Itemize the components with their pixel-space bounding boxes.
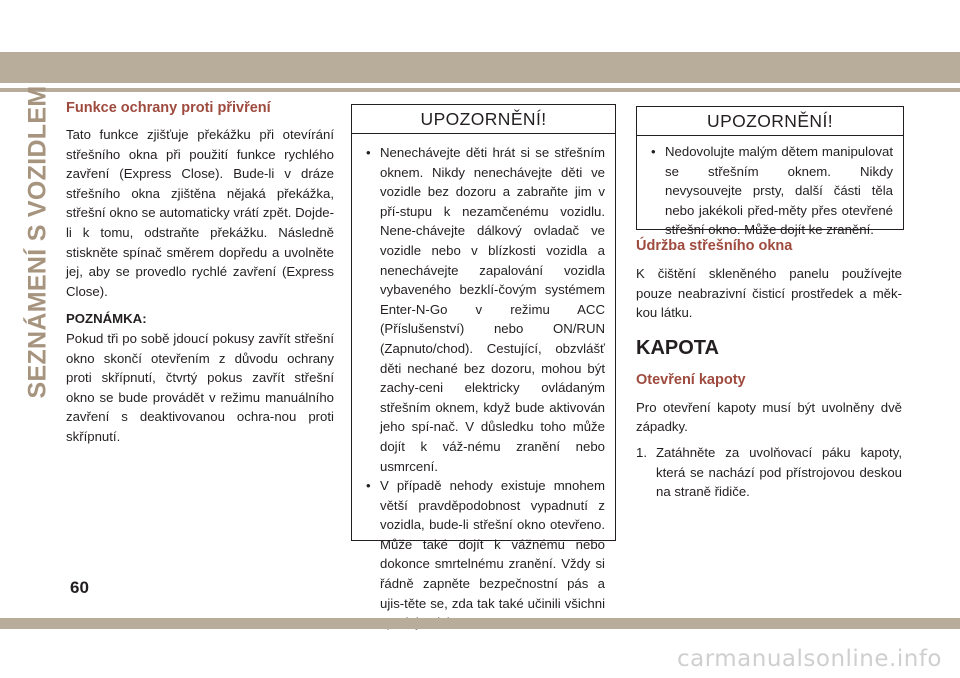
warning-item-text: Nedovolujte malým dětem manipulovat se střešním oknem. Nikdy nevysouvejte prsty, další části těla nebo jakékoli před-měty přes otevřené střešní okno. Může dojít ke zranění. xyxy=(665,144,893,238)
maintenance-heading: Údržba střešního okna xyxy=(636,238,793,254)
warning-box-children xyxy=(351,104,616,611)
note-label: POZNÁMKA: xyxy=(66,311,147,327)
hood-opening-paragraph: Pro otevření kapoty musí být uvolněny dvě západky. xyxy=(636,399,902,435)
warning-box-fingers xyxy=(636,106,904,238)
step-text: Zatáhněte za uvolňovací páku kapoty, která se nachází pod přístrojovou deskou na straně řidiče. xyxy=(656,444,902,500)
bullet-icon: • xyxy=(366,478,371,494)
bullet-icon: • xyxy=(366,145,371,160)
section-side-tab xyxy=(20,85,56,399)
warning-item xyxy=(366,476,605,633)
top-decorative-line xyxy=(0,88,960,92)
step-number: 1. xyxy=(636,444,647,460)
page-number: 60 xyxy=(70,578,89,597)
steps-list xyxy=(636,443,902,502)
warning-item-text: Nenechávejte děti hrát si se střešním oknem. Nikdy nenechávejte děti ve vozidle bez dozoru a zabraňte jim v pří-stupu k nezamčenému vozidlu. Nene-chávejte dálkový ovladač ve vozidle nebo v blízkosti vozidla a nenechávejte zapalování vozidla vybaveného bezklí-čovým systémem Enter-N-Go v režimu ACC (Příslušenství) nebo ON/RUN (Zapnuto/chod). Cestující, obzvlášť děti nechané bez dozoru, mohou být zachy-ceni elektricky ovládaným střešním oknem, když bude aktivován jeho spí-nač. V důsledku toho může dojít k váž-nému zranění nebo usmrcení. xyxy=(380,145,605,474)
warning-title: UPOZORNĚNÍ! xyxy=(352,105,615,134)
column-left xyxy=(66,100,334,447)
column-right xyxy=(636,238,902,502)
note-text: Pokud tři po sobě jdoucí pokusy zavřít střešní okno skončí otevřením z důvodu ochrany proti skřípnutí, čtvrtý pokus zavřít střešní okno se bude provádět v režimu manuálního zavření s deaktivovanou ochra-nou proti skřípnutí. xyxy=(66,330,334,444)
warning-item-text: V případě nehody existuje mnohem větší pravděpodobnost vypadnutí z vozidla, bude-li střešní okno otevřeno. Může také dojít k vážnému nebo dokonce smrtelnému zranění. Vždy si řádně zapněte bezpečnostní pás a ujis-těte se, zda tak také učinili všichni xyxy=(380,478,605,611)
warning-list xyxy=(637,136,903,246)
side-tab-label: SEZNÁMENÍ S VOZIDLEM xyxy=(23,85,52,399)
section-title-hood: KAPOTA xyxy=(636,336,719,359)
bottom-decorative-band xyxy=(0,618,960,629)
warning-item xyxy=(366,143,605,476)
step-item xyxy=(636,443,902,502)
maintenance-paragraph: K čištění skleněného panelu používejte pouze neabrazivní čisticí prostředek a měk-kou látku. xyxy=(636,266,902,321)
anti-pinch-heading: Funkce ochrany proti přivření xyxy=(66,100,271,116)
hood-opening-heading: Otevření kapoty xyxy=(636,371,746,388)
warning-item xyxy=(651,142,893,240)
top-decorative-band xyxy=(0,52,960,83)
watermark: carmanualsonline.info xyxy=(676,646,942,672)
bullet-icon: • xyxy=(651,144,656,159)
warning-title: UPOZORNĚNÍ! xyxy=(637,107,903,136)
anti-pinch-paragraph: Tato funkce zjišťuje překážku při otevírání střešního okna při použití funkce rychlého zavření (Express Close). Bude-li v dráze střešního okna zjištěna nějaká překážka, střešní okno se automaticky vrátí zpět. Dojde-li k tomu, odstraňte překážku. Následně stiskněte spínač směrem dopředu a uvolněte jej, aby se provedlo rychlé zavření (Express Close). xyxy=(66,127,334,299)
warning-list xyxy=(352,134,615,642)
